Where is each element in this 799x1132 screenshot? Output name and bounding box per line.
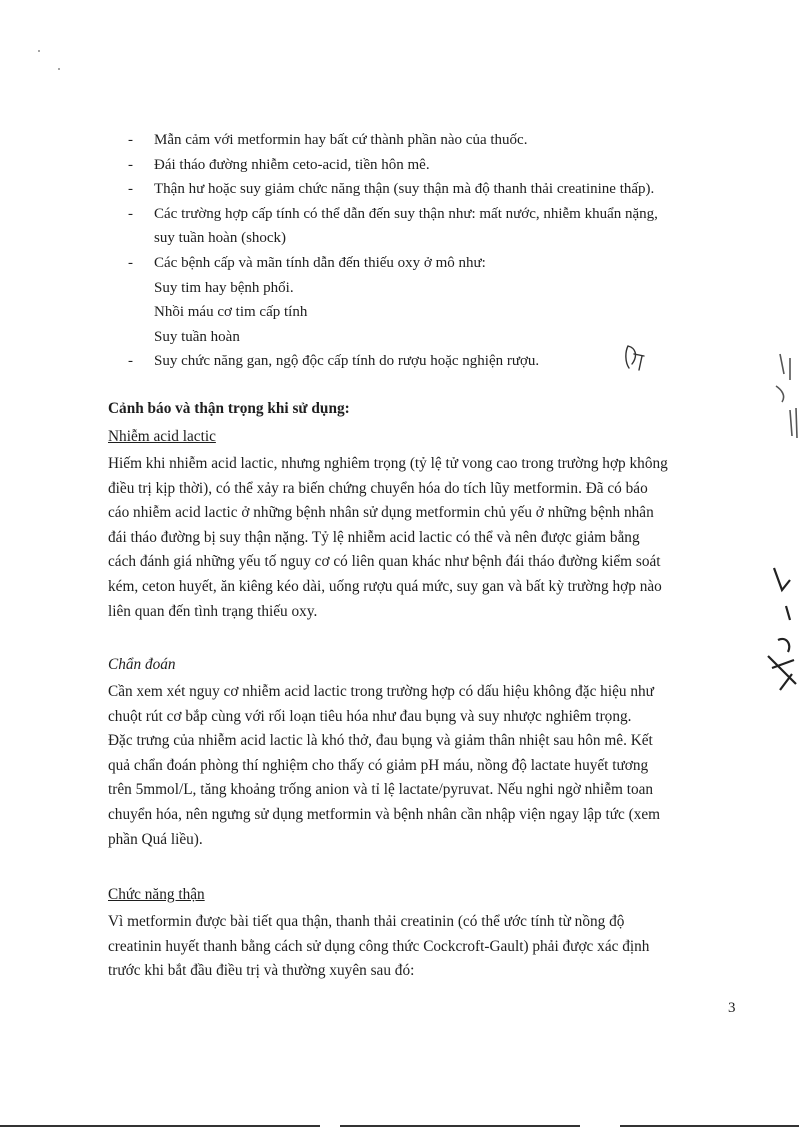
diagnosis-paragraph xyxy=(108,680,736,852)
text-line: chuột rút cơ bắp cùng với rối loạn tiêu hóa như đau bụng và suy nhược nghiêm trọng. xyxy=(108,707,632,725)
list-item-continuation: suy tuần hoàn (shock) xyxy=(154,230,287,247)
text-line: đái tháo đường bị suy thận nặng. Tỷ lệ nhiễm acid lactic có thể và nên được giảm bằng xyxy=(108,528,640,546)
text-line: quả chẩn đoán phòng thí nghiệm cho thấy có giảm pH máu, nồng độ lactate huyết tương xyxy=(108,756,649,774)
scan-speck xyxy=(38,50,40,52)
renal-function-paragraph xyxy=(108,910,736,984)
text-line: phần Quá liều). xyxy=(108,830,203,848)
text-line: kém, ceton huyết, ăn kiêng kéo dài, uống rượu quá mức, suy gan và bất kỳ trường hợp nào xyxy=(108,577,662,595)
list-item: - Các bệnh cấp và mãn tính dẫn đến thiếu oxy ở mô như: xyxy=(128,251,768,276)
text-line: điều trị kịp thời), có thể xảy ra biến chứng chuyển hóa do tích lũy metformin. Đã có báo xyxy=(108,479,648,497)
contraindication-list xyxy=(128,128,768,374)
list-subitem: Nhồi máu cơ tim cấp tính xyxy=(154,304,308,321)
handwritten-initial-icon xyxy=(622,342,652,372)
scan-speck xyxy=(58,68,60,70)
text-line: chuyển hóa, nên ngưng sử dụng metformin và bệnh nhân cần nhập viện ngay lập tức (xem xyxy=(108,805,661,823)
text-line: liên quan đến tình trạng thiếu oxy. xyxy=(108,602,318,620)
list-item: - Đái tháo đường nhiễm ceto-acid, tiền hôn mê. xyxy=(128,153,768,178)
lactic-acidosis-paragraph xyxy=(108,452,736,624)
text-line: cách đánh giá những yếu tố nguy cơ có liên quan khác như bệnh đái tháo đường kiểm soát xyxy=(108,553,661,571)
stamp-edge-fragment xyxy=(760,560,799,700)
warning-heading: Cảnh báo và thận trọng khi sử dụng: xyxy=(108,400,350,417)
list-item: - Mẫn cảm với metformin hay bất cứ thành phần nào của thuốc. xyxy=(128,128,768,153)
text-line: creatinin huyết thanh bằng cách sử dụng công thức Cockcroft-Gault) phải được xác định xyxy=(108,937,650,955)
text-line: Hiếm khi nhiễm acid lactic, nhưng nghiêm trọng (tỷ lệ tử vong cao trong trường hợp không xyxy=(108,455,668,472)
scan-edge-line xyxy=(620,1125,799,1127)
list-subitem: Suy tim hay bệnh phổi. xyxy=(154,279,294,296)
text-line: Cần xem xét nguy cơ nhiễm acid lactic trong trường hợp có dấu hiệu không đặc hiệu như xyxy=(108,683,654,700)
text-line: Vì metformin được bài tiết qua thận, thanh thải creatinin (có thể ước tính từ nồng độ xyxy=(108,913,625,930)
page-number: 3 xyxy=(728,1000,736,1016)
text-line: trước khi bắt đầu điều trị và thường xuyên sau đó: xyxy=(108,962,415,980)
renal-function-heading: Chức năng thận xyxy=(108,886,205,903)
text-line: trên 5mmol/L, tăng khoảng trống anion và tỉ lệ lactate/pyruvat. Nếu nghi ngờ nhiễm toan xyxy=(108,781,654,799)
list-item: - Các trường hợp cấp tính có thể dẫn đến suy thận như: mất nước, nhiễm khuẩn nặng, xyxy=(128,202,768,227)
text-line: cáo nhiễm acid lactic ở những bệnh nhân sử dụng metformin chủ yếu ở những bệnh nhân xyxy=(108,504,654,522)
scan-edge-line xyxy=(340,1125,580,1127)
text-line: Đặc trưng của nhiễm acid lactic là khó thở, đau bụng và giảm thân nhiệt sau hôn mê. Kết xyxy=(108,732,653,750)
diagnosis-heading: Chẩn đoán xyxy=(108,656,176,673)
scan-edge-line xyxy=(0,1125,320,1127)
list-item: - Suy chức năng gan, ngộ độc cấp tính do rượu hoặc nghiện rượu. xyxy=(128,349,768,374)
list-item: - Thận hư hoặc suy giảm chức năng thận (suy thận mà độ thanh thải creatinine thấp). xyxy=(128,177,768,202)
stamp-edge-fragment xyxy=(770,350,799,440)
list-subitem: Suy tuần hoàn xyxy=(154,328,240,345)
lactic-acidosis-heading: Nhiễm acid lactic xyxy=(108,428,216,445)
